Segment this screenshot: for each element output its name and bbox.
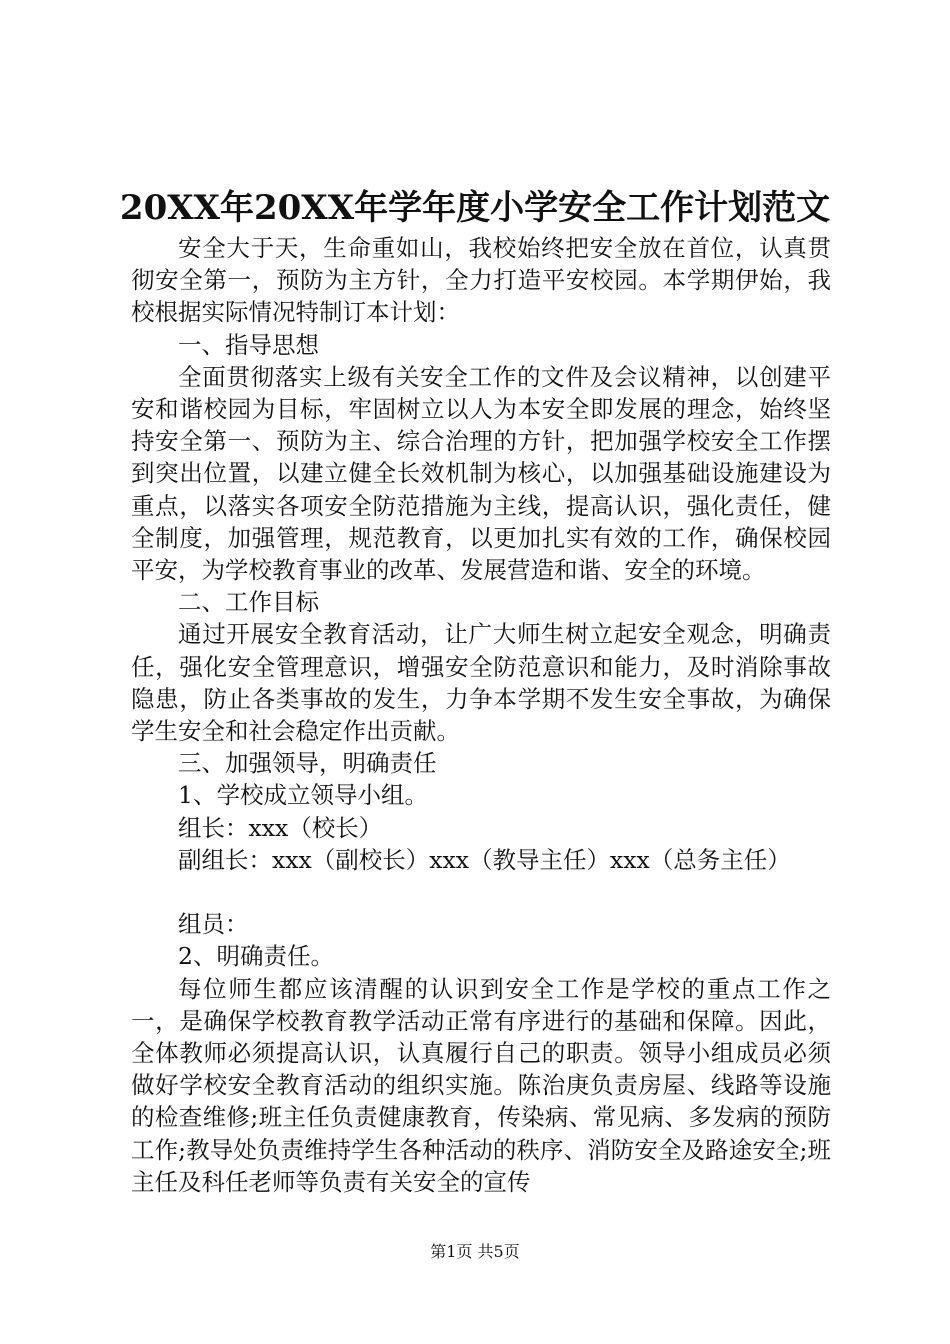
heading-guiding-ideology: 一、指导思想 xyxy=(178,330,319,359)
heading-leadership: 三、加强领导，明确责任 xyxy=(178,749,437,778)
item-group-members: 组员： xyxy=(178,910,249,939)
paragraph-responsibility: 每位师生都应该清醒的认识到安全工作是学校的重点工作之一，是确保学校教育教学活动正常有序进行的基础和保障。因此，全体教师必须提高认识，认真履行自己的职责。领导小组成员必须做好学校安全教育活动的组织实施。陈治庚负责房屋、线路等设施的检查维修;班主任负责健康教育，传染病、常见病、多发病的预防工作;教导处负责维持学生各种活动的秩序、消防安全及路途安全;班主任及科任老师等负责有关安全的宣传 xyxy=(131,974,831,1196)
document-title: 20XX年20XX年学年度小学安全工作计划范文 xyxy=(119,188,831,228)
item-group-leader: 组长：xxx（校长） xyxy=(178,813,383,842)
paragraph-guiding-ideology: 全面贯彻落实上级有关安全工作的文件及会议精神，以创建平安和谐校园为目标，牢固树立以人为本安全即发展的理念，始终坚持安全第一、预防为主、综合治理的方针，把加强学校安全工作摆到突出位置，以建立健全长效机制为核心，以加强基础设施建设为重点，以落实各项安全防范措施为主线，提高认识，强化责任，健全制度，加强管理，规范教育，以更加扎实有效的工作，确保校园平安，为学校教育事业的改革、发展营造和谐、安全的环境。 xyxy=(131,362,831,585)
item-deputy-leaders: 副组长：xxx（副校长）xxx（教导主任）xxx（总务主任） xyxy=(178,845,791,874)
heading-work-goals: 二、工作目标 xyxy=(178,588,319,617)
item-leadership-group: 1、学校成立领导小组。 xyxy=(178,781,428,810)
paragraph-intro: 安全大于天，生命重如山，我校始终把安全放在首位，认真贯彻安全第一，预防为主方针，全力打造平安校园。本学期伊始，我校根据实际情况特制订本计划： xyxy=(131,234,831,327)
page-indicator: 第1页 共5页 xyxy=(430,1242,520,1261)
document-body xyxy=(131,232,831,1198)
paragraph-work-goals: 通过开展安全教育活动，让广大师生树立起安全观念，明确责任，强化安全管理意识，增强安全防范意识和能力，及时消除事故隐患，防止各类事故的发生，力争本学期不发生安全事故，为确保学生安全和社会稳定作出贡献。 xyxy=(131,620,831,746)
blank-line xyxy=(131,876,831,908)
item-clarify-responsibility: 2、明确责任。 xyxy=(178,942,334,971)
